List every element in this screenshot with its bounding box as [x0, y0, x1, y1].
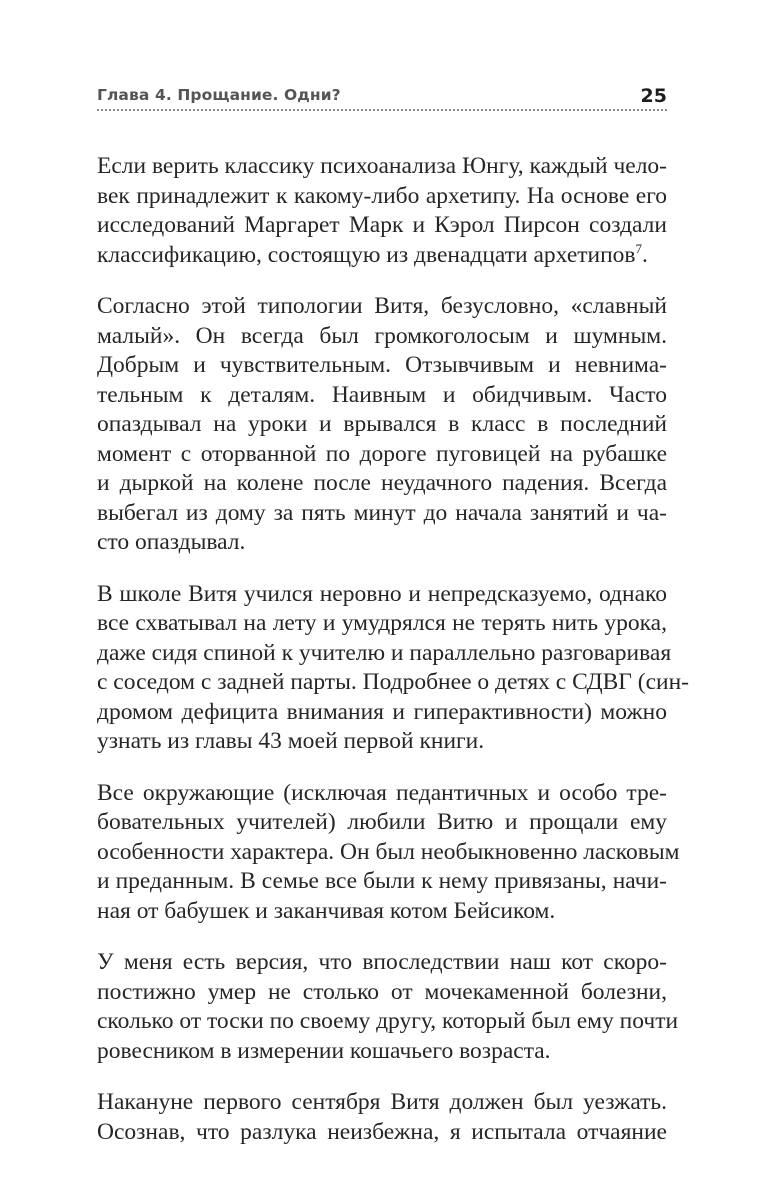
text-line: У меня есть версия, что впоследствии наш кот скоро- [97, 949, 667, 975]
text-line: Добрым и чувствительным. Отзывчивым и невнима- [97, 352, 667, 378]
footnote-marker[interactable]: 7 [635, 240, 643, 256]
text-line: даже сидя спиной к учителю и параллельно разговаривая [97, 639, 672, 666]
text-line: Накануне первого сентября Витя должен был уезжать. [97, 1089, 667, 1115]
text-line: выбегал из дому за пять минут до начала занятий и ча- [97, 499, 667, 526]
text-line: дромом дефицита внимания и гиперактивности) можно [97, 698, 667, 725]
paragraph [97, 948, 679, 1066]
line-end-punctuation: . [642, 241, 648, 268]
paragraph [97, 152, 667, 270]
text-line: Все окружающие (исключая педантичных и особо тре- [97, 779, 667, 806]
text-line: ровесником в измерении кошачьего возраста. [97, 1037, 551, 1064]
text-line: тельным к деталям. Наивным и обидчивым. Часто [97, 381, 667, 408]
text-line: и преданным. В семье все были к нему привязаны, начи- [97, 868, 667, 894]
line-text: классификацию, состоящую из двенадцати архетипов [97, 241, 636, 268]
text-line: и дыркой на колене после неудачного падения. Всегда [97, 470, 667, 496]
text-line: узнать из главы 43 моей первой книги. [97, 728, 485, 754]
text-line: особенности характера. Он был необыкновенно ласковым [97, 838, 680, 865]
text-line: постижно умер не столько от мочекаменной болезни, [97, 978, 667, 1005]
text-line: с соседом с задней парты. Подробнее о детях с СДВГ (син- [97, 669, 689, 695]
text-line: сто опаздывал. [97, 529, 246, 555]
text-line: ная от бабушек и заканчивая котом Бейсиком. [97, 897, 556, 924]
text-line: исследований Маргарет Марк и Кэрол Пирсон создали [97, 212, 667, 238]
text-line [97, 241, 667, 271]
text-line: малый». Он всегда был громкоголосым и шумным. [97, 322, 667, 349]
paragraph [97, 779, 680, 927]
text-line: момент с оторванной по дороге пуговицей на рубашке [97, 440, 667, 467]
paragraph [97, 1088, 667, 1147]
paragraph [97, 292, 667, 558]
text-line: Осознав, что разлука неизбежна, я испытала отчаяние [97, 1118, 667, 1145]
text-line: сколько от тоски по своему другу, который был ему почти [97, 1008, 679, 1034]
text-line: В школе Витя учился неровно и непредсказуемо, однако [97, 580, 667, 607]
paragraph [97, 580, 689, 757]
header-dotted-rule [97, 109, 667, 111]
text-line: век принадлежит к какому-либо архетипу. На основе его [97, 182, 667, 209]
running-head [97, 78, 667, 108]
body-text [97, 152, 689, 1169]
text-line: все схватывал на лету и умудрялся не терять нить урока, [97, 610, 667, 636]
page-number: 25 [640, 85, 667, 107]
text-line: Согласно этой типологии Витя, безусловно, «славный [97, 293, 667, 319]
text-line: опаздывал на уроки и врывался в класс в последний [97, 411, 667, 437]
text-line: Если верить классику психоанализа Юнгу, каждый чело- [97, 153, 667, 179]
chapter-title: Глава 4. Прощание. Одни? [97, 86, 341, 104]
text-line: бовательных учителей) любили Витю и прощали ему [97, 809, 667, 835]
